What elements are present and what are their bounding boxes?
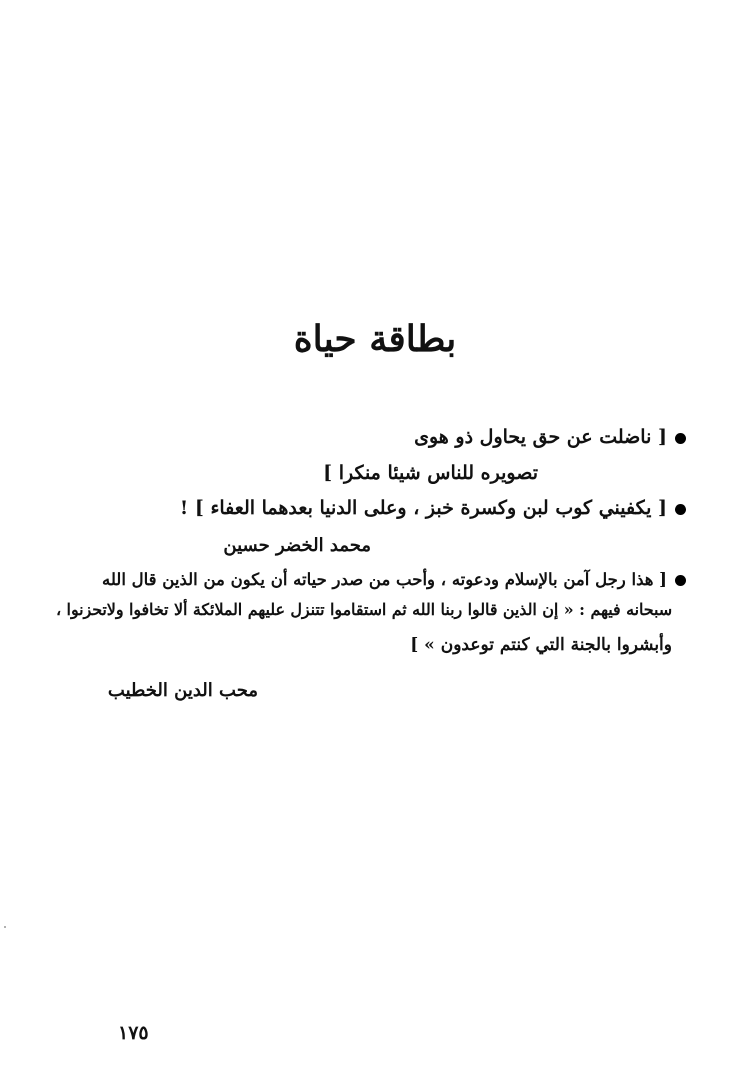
quote-2-line-1: [ يكفيني كوب لبن وكسرة خبز ، وعلى الدنيا بعدهما العفاء ] ! xyxy=(180,499,686,518)
quote-3-line-3: وأبشروا بالجنة التي كنتم توعدون » ] xyxy=(410,635,672,655)
bullet-icon xyxy=(675,504,686,515)
bullet-icon xyxy=(675,575,686,586)
bullet-icon xyxy=(675,433,686,444)
page-title: بطاقة حياة xyxy=(293,318,457,360)
quote-2-author: محمد الخضر حسين xyxy=(223,535,371,556)
page-number: ١٧٥ xyxy=(118,1022,149,1044)
quote-3-line-1: [ هذا رجل آمن بالإسلام ودعوته ، وأحب من صدر حياته أن يكون من الذين قال الله xyxy=(102,572,686,589)
quote-3-line-2: سبحانه فيهم : « إن الذين قالوا ربنا الله ثم استقاموا تتنزل عليهم الملائكة ألا تخافوا ولاتحزنوا ، xyxy=(55,600,672,619)
quote-1-line-2: تصويره للناس شيئا منكرا ] xyxy=(323,462,538,484)
scan-speck xyxy=(4,926,6,928)
quote-1-line-1: [ ناضلت عن حق يحاول ذو هوى xyxy=(414,428,686,447)
quote-3-author: محب الدين الخطيب xyxy=(107,680,258,701)
